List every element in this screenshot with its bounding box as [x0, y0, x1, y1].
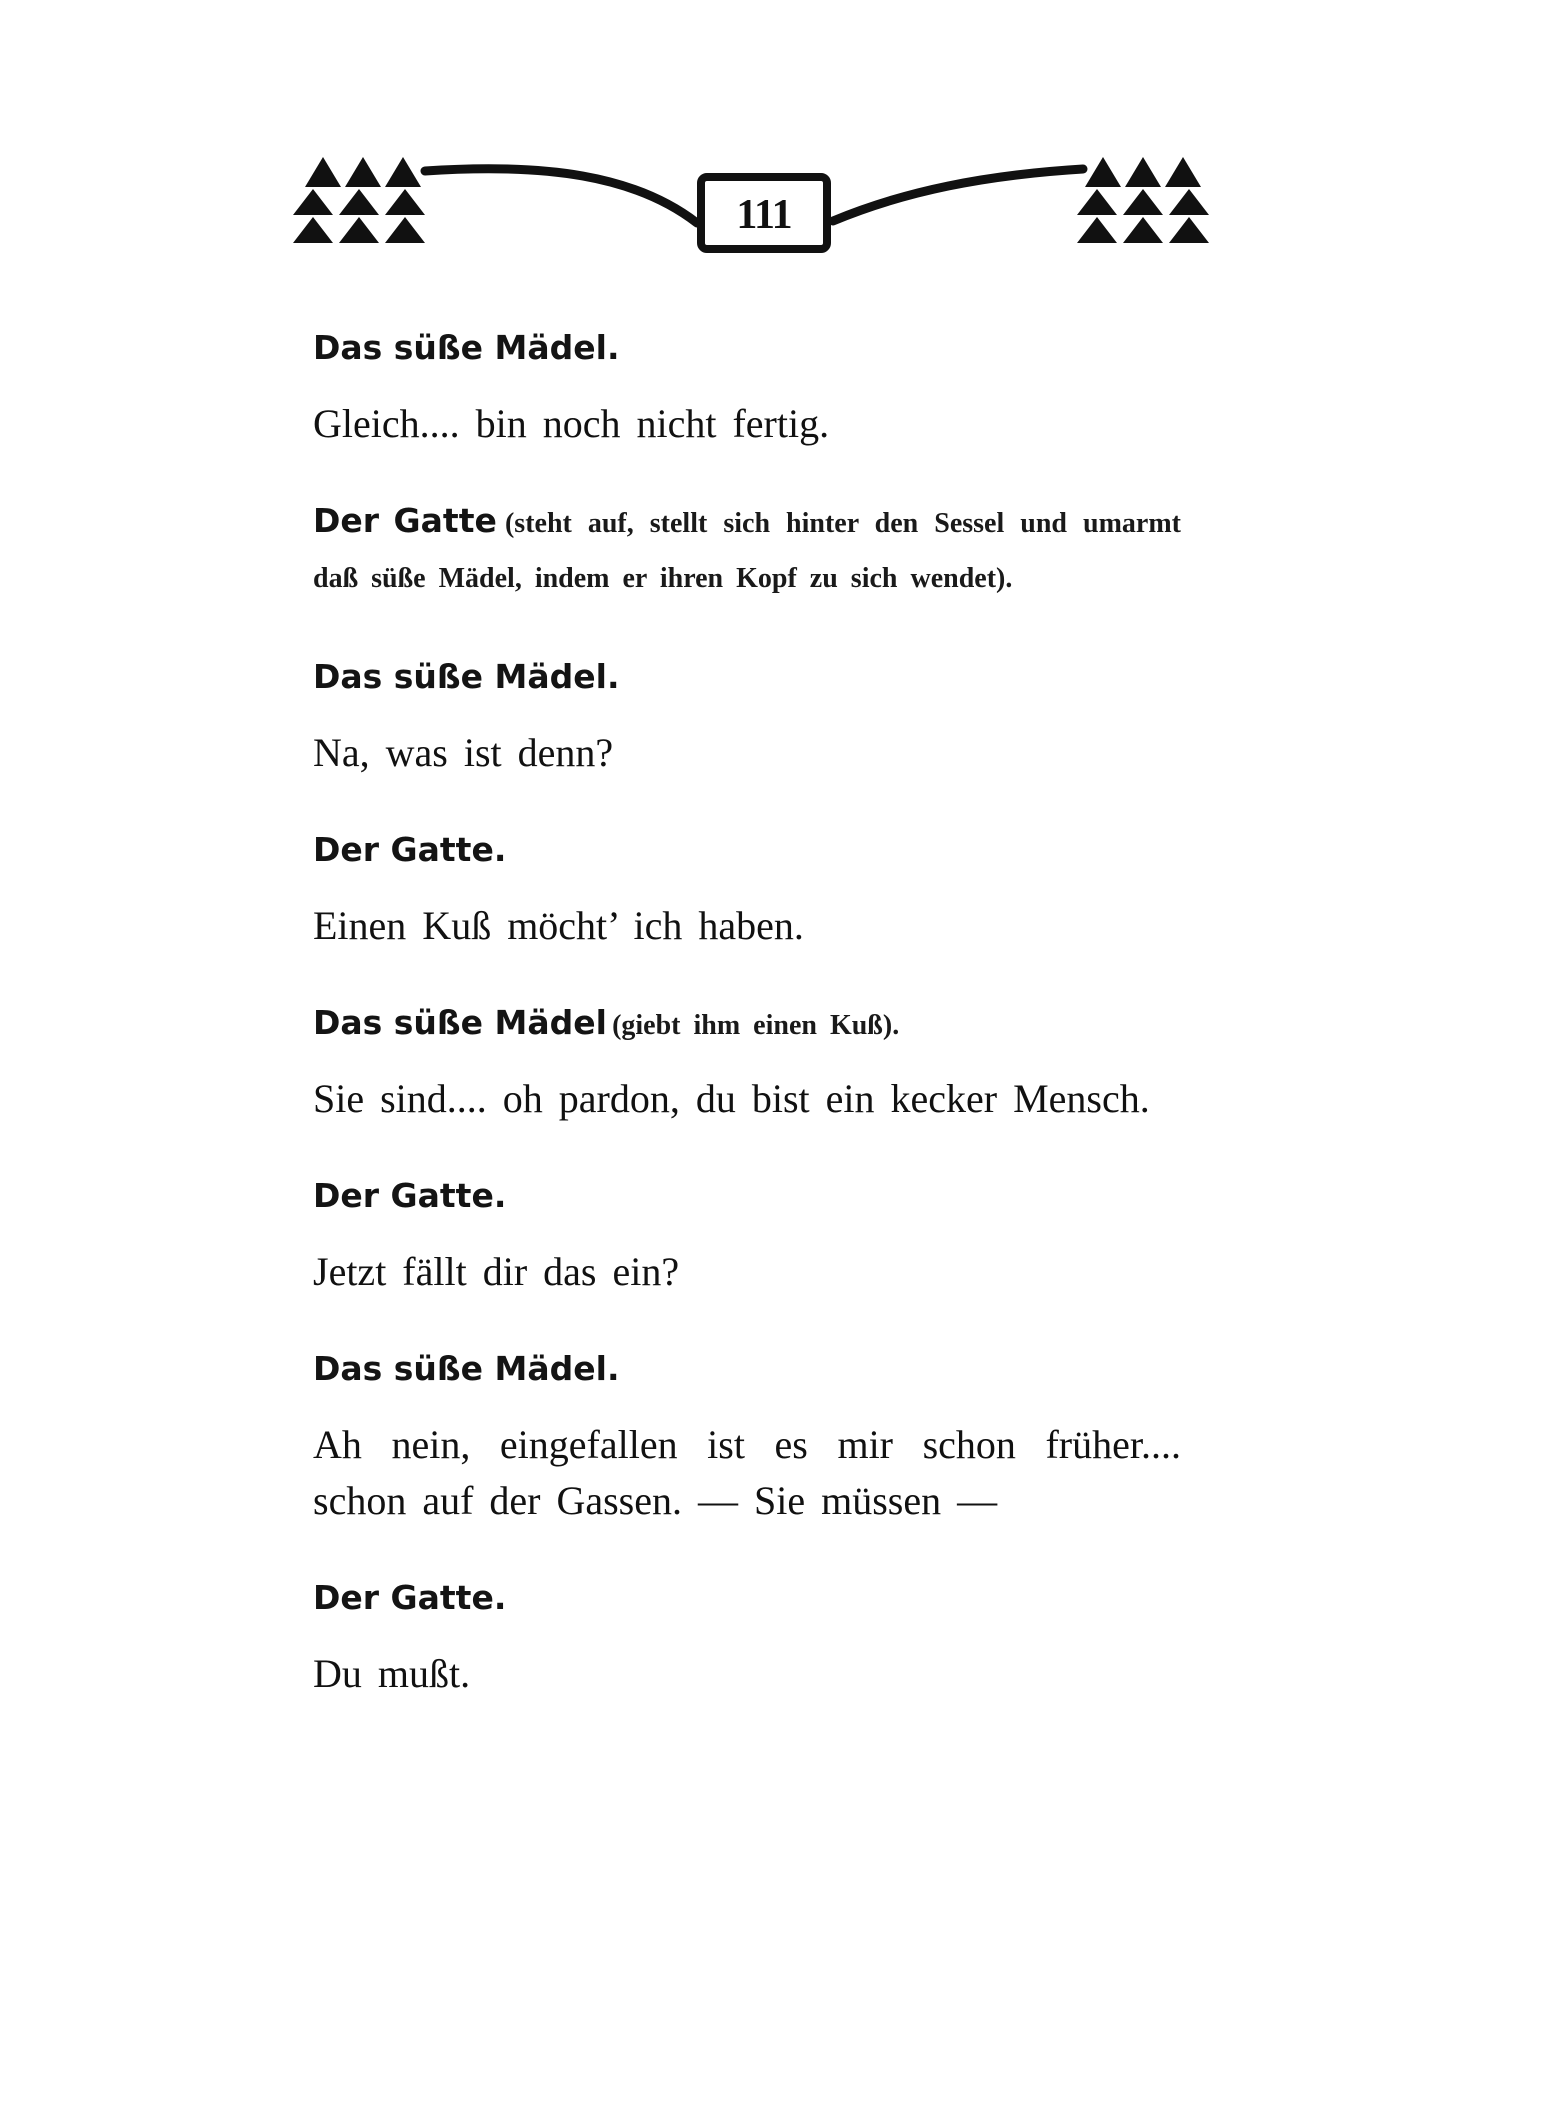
stage-direction: (steht auf, stellt sich hinter den Sessel und umarmt daß süße Mädel, indem er ihren Kopf zu sich wendet).	[313, 508, 1181, 594]
speaker-name: Das süße Mädel.	[313, 328, 620, 367]
speaker-name: Der Gatte	[313, 501, 497, 540]
speaker-line	[313, 1000, 1181, 1055]
speaker-name: Das süße Mädel.	[313, 657, 620, 696]
speech-text: Na, was ist denn?	[313, 730, 614, 775]
speaker-line	[313, 325, 1181, 380]
dialogue-entry	[313, 1346, 1181, 1529]
speech-text: Jetzt fällt dir das ein?	[313, 1249, 680, 1294]
dialogue-entry	[313, 827, 1181, 954]
dialogue-entry	[313, 325, 1181, 452]
dialogue-entry	[313, 498, 1181, 608]
speaker-line	[313, 1173, 1181, 1228]
speech-text: Du mußt.	[313, 1651, 471, 1696]
speaker-line	[313, 1575, 1181, 1630]
page-number: 111	[736, 192, 792, 238]
speaker-line	[313, 498, 1181, 608]
speech-text: Gleich.... bin noch nicht fertig.	[313, 401, 830, 446]
speaker-name: Der Gatte.	[313, 1176, 507, 1215]
dialogue-entry	[313, 1575, 1181, 1702]
dialogue-entry	[313, 1173, 1181, 1300]
speech-text: Sie sind.... oh pardon, du bist ein kecker Mensch.	[313, 1076, 1150, 1121]
speaker-line	[313, 827, 1181, 882]
stage-direction: (giebt ihm einen Kuß).	[612, 1010, 900, 1041]
speaker-name: Das süße Mädel.	[313, 1349, 620, 1388]
speaker-name: Der Gatte.	[313, 830, 507, 869]
speaker-name: Das süße Mädel	[313, 1003, 607, 1042]
speaker-line	[313, 1346, 1181, 1401]
right-triangle-cluster	[1077, 157, 1209, 243]
dialogue-entry	[313, 654, 1181, 781]
page-header-ornament	[285, 155, 1245, 275]
speaker-name: Der Gatte.	[313, 1578, 507, 1617]
speech-text: Ah nein, eingefallen ist es mir schon früher.... schon auf der Gassen. — Sie müssen —	[313, 1422, 1181, 1523]
speech-text: Einen Kuß möcht’ ich haben.	[313, 903, 804, 948]
left-triangle-cluster	[293, 157, 425, 243]
dialogue-entry	[313, 1000, 1181, 1127]
dialogue-body	[313, 325, 1181, 1702]
speaker-line	[313, 654, 1181, 709]
